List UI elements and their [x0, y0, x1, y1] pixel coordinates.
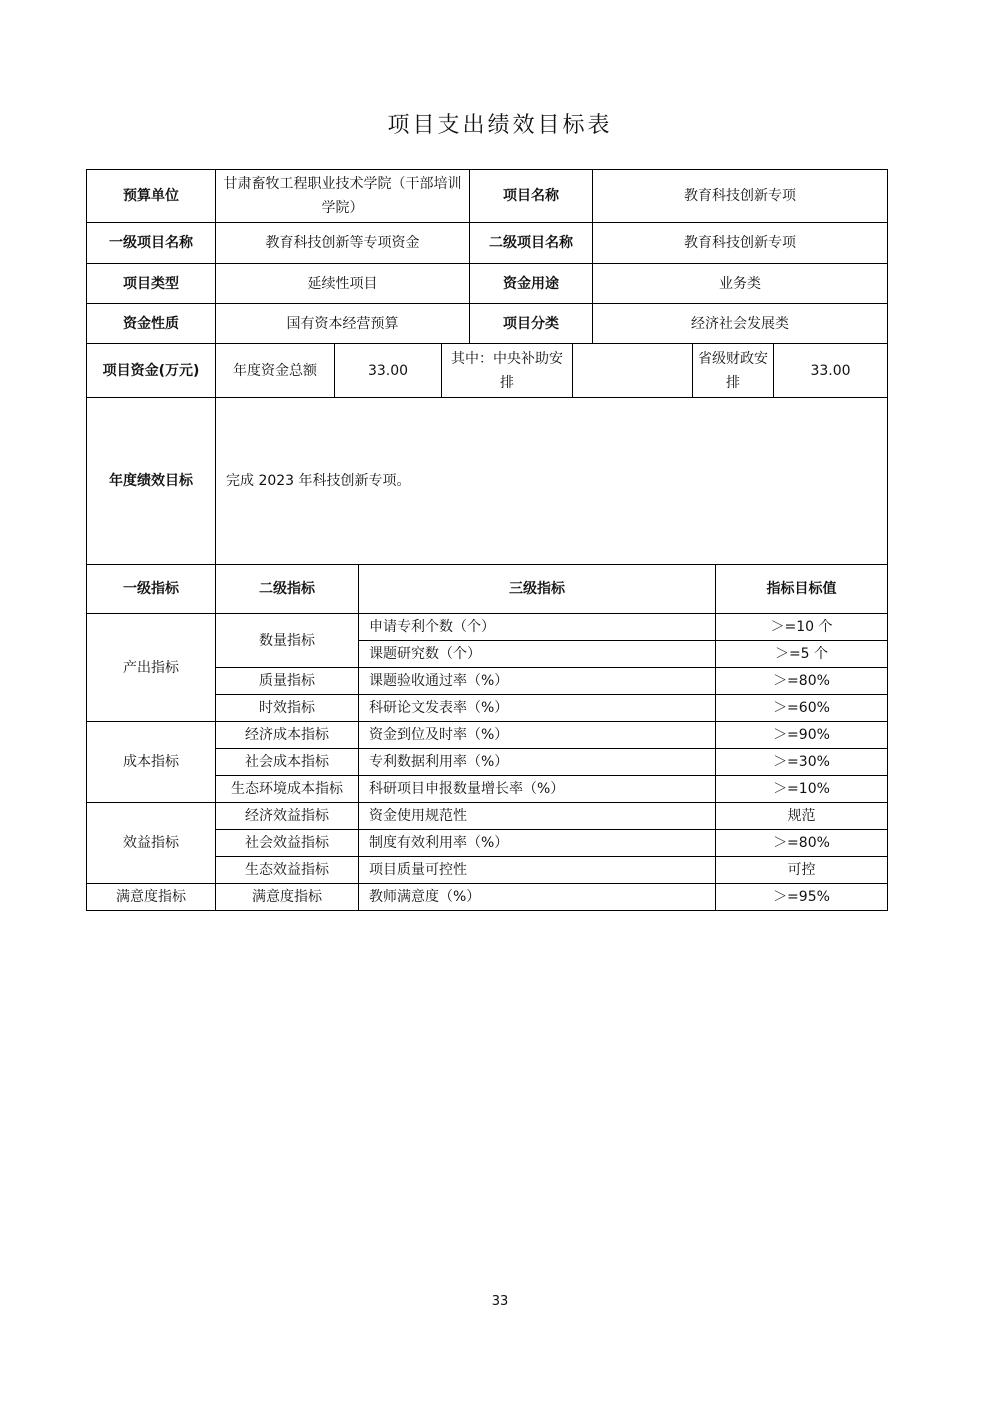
budget-unit-label: 预算单位 [87, 170, 216, 223]
target-cell: 可控 [716, 857, 888, 884]
level3-cell: 制度有效利用率（%） [359, 830, 716, 857]
project-category-label: 项目分类 [470, 304, 593, 344]
project-type-value: 延续性项目 [216, 264, 470, 304]
level3-cell: 资金到位及时率（%） [359, 722, 716, 749]
target-cell: ＞=30% [716, 749, 888, 776]
level2-cell: 生态环境成本指标 [216, 776, 359, 803]
annual-goal-value: 完成 2023 年科技创新专项。 [216, 398, 888, 565]
target-cell: ＞=80% [716, 668, 888, 695]
funds-row [87, 344, 888, 398]
target-cell: ＞=60% [716, 695, 888, 722]
info-row-nature [87, 304, 888, 344]
level1-cell: 效益指标 [87, 803, 216, 884]
level2-cell: 数量指标 [216, 614, 359, 668]
level3-cell: 申请专利个数（个） [359, 614, 716, 641]
level3-cell: 科研项目申报数量增长率（%） [359, 776, 716, 803]
project-name-value: 教育科技创新专项 [593, 170, 888, 223]
level1-project-label: 一级项目名称 [87, 223, 216, 264]
level3-cell: 项目质量可控性 [359, 857, 716, 884]
table-row [87, 614, 888, 641]
level3-cell: 资金使用规范性 [359, 803, 716, 830]
page-title: 项目支出绩效目标表 [387, 113, 613, 138]
funds-central-value [573, 344, 693, 398]
fund-nature-value: 国有资本经营预算 [216, 304, 470, 344]
header-level2: 二级指标 [216, 565, 359, 614]
project-type-label: 项目类型 [87, 264, 216, 304]
level1-cell: 产出指标 [87, 614, 216, 722]
info-row-project-levels [87, 223, 888, 264]
level3-cell: 课题验收通过率（%） [359, 668, 716, 695]
level3-cell: 科研论文发表率（%） [359, 695, 716, 722]
level2-cell: 经济效益指标 [216, 803, 359, 830]
level1-cell: 成本指标 [87, 722, 216, 803]
level2-cell: 满意度指标 [216, 884, 359, 911]
funds-central-label: 其中：中央补助安排 [442, 344, 573, 398]
funds-provincial-value: 33.00 [774, 344, 888, 398]
level3-cell: 教师满意度（%） [359, 884, 716, 911]
header-level1: 一级指标 [87, 565, 216, 614]
level2-cell: 质量指标 [216, 668, 359, 695]
target-cell: ＞=10 个 [716, 614, 888, 641]
annual-goal-row [87, 398, 888, 565]
indicators-header-row [87, 565, 888, 614]
header-target: 指标目标值 [716, 565, 888, 614]
level2-project-label: 二级项目名称 [470, 223, 593, 264]
table-row [87, 722, 888, 749]
funds-label: 项目资金(万元) [87, 344, 216, 398]
fund-use-value: 业务类 [593, 264, 888, 304]
target-cell: ＞=90% [716, 722, 888, 749]
project-category-value: 经济社会发展类 [593, 304, 888, 344]
info-row-budget-unit [87, 170, 888, 223]
funds-total-value: 33.00 [335, 344, 442, 398]
fund-use-label: 资金用途 [470, 264, 593, 304]
target-cell: ＞=10% [716, 776, 888, 803]
budget-unit-value: 甘肃畜牧工程职业技术学院（干部培训学院） [216, 170, 470, 223]
level2-cell: 经济成本指标 [216, 722, 359, 749]
level3-cell: 专利数据利用率（%） [359, 749, 716, 776]
fund-nature-label: 资金性质 [87, 304, 216, 344]
table-row [87, 803, 888, 830]
level3-cell: 课题研究数（个） [359, 641, 716, 668]
indicators-table [86, 564, 888, 911]
level2-cell: 社会效益指标 [216, 830, 359, 857]
level1-cell: 满意度指标 [87, 884, 216, 911]
table-row [87, 884, 888, 911]
funds-provincial-label: 省级财政安排 [693, 344, 774, 398]
level2-cell: 生态效益指标 [216, 857, 359, 884]
funds-table [86, 343, 888, 565]
header-level3: 三级指标 [359, 565, 716, 614]
target-cell: ＞=95% [716, 884, 888, 911]
level2-cell: 时效指标 [216, 695, 359, 722]
level2-cell: 社会成本指标 [216, 749, 359, 776]
level1-project-value: 教育科技创新等专项资金 [216, 223, 470, 264]
project-info-table [86, 169, 888, 344]
level2-project-value: 教育科技创新专项 [593, 223, 888, 264]
funds-total-label: 年度资金总额 [216, 344, 335, 398]
target-cell: ＞=5 个 [716, 641, 888, 668]
target-cell: ＞=80% [716, 830, 888, 857]
page-number: 33 [491, 1294, 509, 1309]
project-name-label: 项目名称 [470, 170, 593, 223]
info-row-type [87, 264, 888, 304]
annual-goal-label: 年度绩效目标 [87, 398, 216, 565]
target-cell: 规范 [716, 803, 888, 830]
